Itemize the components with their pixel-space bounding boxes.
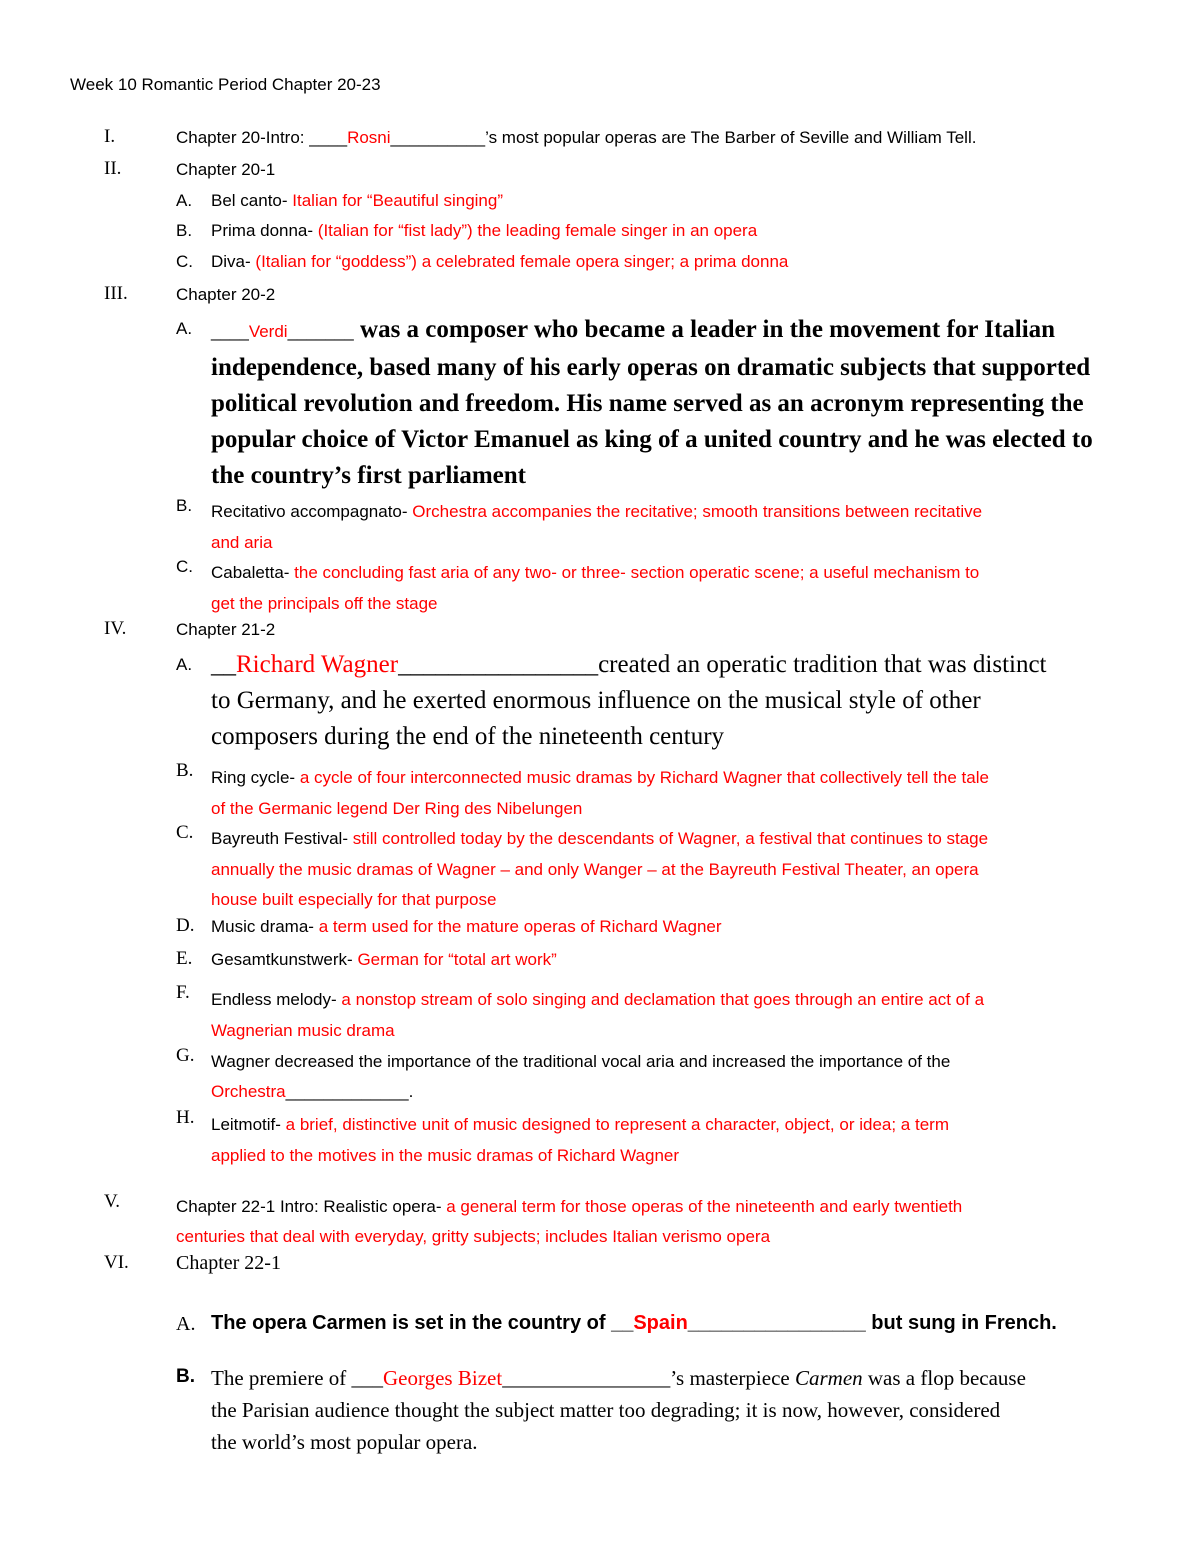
text-line: Wagner decreased the importance of the traditional vocal aria and increased the importance of the	[211, 1052, 951, 1071]
answer-orchestra: Orchestra	[211, 1082, 286, 1101]
text: was a flop because	[862, 1366, 1026, 1390]
blank: ________________	[687, 1312, 866, 1334]
item-letter: D.	[176, 915, 195, 936]
text: but sung in French.	[865, 1312, 1057, 1334]
text-line: the country’s first parliament	[211, 462, 526, 489]
item-letter: C.	[176, 557, 193, 576]
definition: Orchestra accompanies the recitative; smooth transitions between recitative	[412, 502, 983, 521]
blank: _______	[287, 322, 354, 341]
definition: (Italian for “fist lady”) the leading female singer in an opera	[317, 221, 758, 240]
section-numeral: II.	[104, 158, 122, 179]
item-leitmotif	[211, 1109, 949, 1171]
term: Realistic opera-	[323, 1197, 447, 1216]
item-gesamtkunstwerk	[211, 950, 557, 970]
definition: a brief, distinctive unit of music designed to represent a character, object, or idea; a term	[285, 1115, 949, 1134]
definition: (Italian for “goddess”) a celebrated female opera singer; a prima donna	[255, 252, 789, 271]
blank: __________	[390, 128, 486, 147]
term: Recitativo accompagnato-	[211, 502, 413, 521]
definition: a term used for the mature operas of Richard Wagner	[318, 917, 722, 936]
definition-cont: annually the music dramas of Wagner – and only Wanger – at the Bayreuth Festival Theater, an opera	[211, 859, 979, 879]
item-recitativo	[211, 496, 982, 558]
item-letter: F.	[176, 982, 190, 1003]
text: The opera Carmen is set in the country of __	[211, 1312, 634, 1334]
item-bizet	[211, 1362, 1026, 1458]
item-endless-melody	[211, 984, 984, 1046]
item-cabaletta	[211, 557, 979, 619]
text-line: political revolution and freedom. His name served as an acronym representing the	[211, 390, 1084, 417]
blank: __	[211, 651, 236, 678]
section-numeral: IV.	[104, 618, 127, 639]
item-letter: A.	[176, 1313, 196, 1335]
blank: ____	[309, 128, 348, 147]
text-line: composers during the end of the nineteenth century	[211, 723, 725, 750]
section-label: Chapter 20-2	[176, 285, 276, 304]
term: Endless melody-	[211, 990, 342, 1009]
definition: the concluding fast aria of any two- or three- section operatic scene; a useful mechanism to	[294, 563, 980, 582]
page-title: Week 10 Romantic Period Chapter 20-23	[70, 75, 381, 94]
item-bel-canto	[211, 191, 503, 211]
item-letter: G.	[176, 1045, 195, 1066]
text: The premiere of ___	[211, 1366, 384, 1390]
section-label: Chapter 20-Intro:	[176, 128, 310, 147]
definition-cont: get the principals off the stage	[211, 594, 438, 613]
item-orchestra	[211, 1047, 950, 1107]
term: Leitmotif-	[211, 1115, 286, 1134]
item-letter: H.	[176, 1107, 195, 1128]
work-title: Carmen	[794, 1366, 863, 1390]
item-letter: A.	[176, 655, 193, 674]
term: Bayreuth Festival-	[211, 829, 353, 848]
term: Diva-	[211, 252, 256, 271]
answer-rosni: Rosni	[347, 128, 391, 147]
section-text: ’s most popular operas are The Barber of Seville and William Tell.	[485, 128, 977, 147]
definition-cont: of the Germanic legend Der Ring des Nibelungen	[211, 799, 583, 818]
item-letter: A.	[176, 319, 193, 338]
blank: ________________	[398, 651, 599, 678]
item-letter: E.	[176, 948, 193, 969]
definition-cont: house built especially for that purpose	[211, 890, 497, 909]
term: Ring cycle-	[211, 768, 300, 787]
term: Bel canto-	[211, 191, 293, 210]
definition: a cycle of four interconnected music dramas by Richard Wagner that collectively tell the tale	[299, 768, 989, 787]
term: Gesamtkunstwerk-	[211, 950, 358, 969]
definition: Italian for “Beautiful singing”	[292, 191, 503, 210]
text-line: popular choice of Victor Emanuel as king of a united country and he was elected to	[211, 426, 1093, 453]
item-letter: B.	[176, 1366, 195, 1387]
definition-cont: applied to the motives in the music dramas of Richard Wagner	[211, 1146, 680, 1165]
section-numeral: I.	[104, 126, 116, 147]
answer-georges-bizet: Georges Bizet	[383, 1366, 503, 1390]
section-label: Chapter 21-2	[176, 620, 276, 639]
punctuation: .	[408, 1082, 414, 1101]
item-letter: B.	[176, 760, 194, 781]
definition: German for “total art work”	[357, 950, 557, 969]
definition: a general term for those operas of the nineteenth and early twentieth	[446, 1197, 963, 1216]
item-verdi	[211, 312, 1093, 494]
item-wagner	[211, 647, 1047, 755]
blank: ________________	[502, 1366, 671, 1390]
item-bayreuth	[211, 824, 988, 916]
item-prima-donna	[211, 221, 757, 241]
item-carmen-country	[211, 1312, 1057, 1335]
item-letter: B.	[176, 221, 193, 240]
answer-spain: Spain	[633, 1312, 688, 1334]
definition: a nonstop stream of solo singing and declamation that goes through an entire act of a	[341, 990, 985, 1009]
section-numeral: III.	[104, 283, 128, 304]
text-line: to Germany, and he exerted enormous influence on the musical style of other	[211, 687, 981, 714]
section-numeral: V.	[104, 1191, 121, 1212]
item-letter: A.	[176, 191, 193, 210]
section-5-line	[176, 1192, 962, 1252]
answer-verdi: Verdi	[248, 322, 288, 341]
definition-cont: centuries that deal with everyday, gritty subjects; includes Italian verismo opera	[176, 1227, 771, 1246]
section-1-line	[176, 128, 976, 148]
section-label: Chapter 22-1 Intro:	[176, 1197, 324, 1216]
text-line: the Parisian audience thought the subject matter too degrading; it is now, however, considered	[211, 1398, 1001, 1422]
item-diva	[211, 252, 788, 272]
text: ’s masterpiece	[670, 1366, 795, 1390]
definition-cont: Wagnerian music drama	[211, 1021, 395, 1040]
term: Cabaletta-	[211, 563, 295, 582]
text-line: was a composer who became a leader in the movement for Italian	[353, 316, 1056, 343]
item-letter: C.	[176, 252, 193, 271]
blank: _____________	[285, 1082, 409, 1101]
section-numeral: VI.	[104, 1252, 129, 1273]
text-line: the world’s most popular opera.	[211, 1430, 478, 1454]
item-music-drama	[211, 917, 722, 937]
text-line: independence, based many of his early operas on dramatic subjects that supported	[211, 354, 1091, 381]
item-letter: C.	[176, 822, 194, 843]
section-label: Chapter 22-1	[176, 1252, 281, 1274]
blank: ____	[211, 322, 249, 341]
term: Music drama-	[211, 917, 319, 936]
text-line: created an operatic tradition that was distinct	[598, 651, 1047, 678]
term: Prima donna-	[211, 221, 318, 240]
item-letter: B.	[176, 496, 193, 515]
definition: still controlled today by the descendants of Wagner, a festival that continues to stage	[352, 829, 989, 848]
answer-richard-wagner: Richard Wagner	[236, 651, 399, 678]
definition-cont: and aria	[211, 533, 273, 552]
item-ring-cycle	[211, 762, 989, 824]
section-label: Chapter 20-1	[176, 160, 276, 179]
